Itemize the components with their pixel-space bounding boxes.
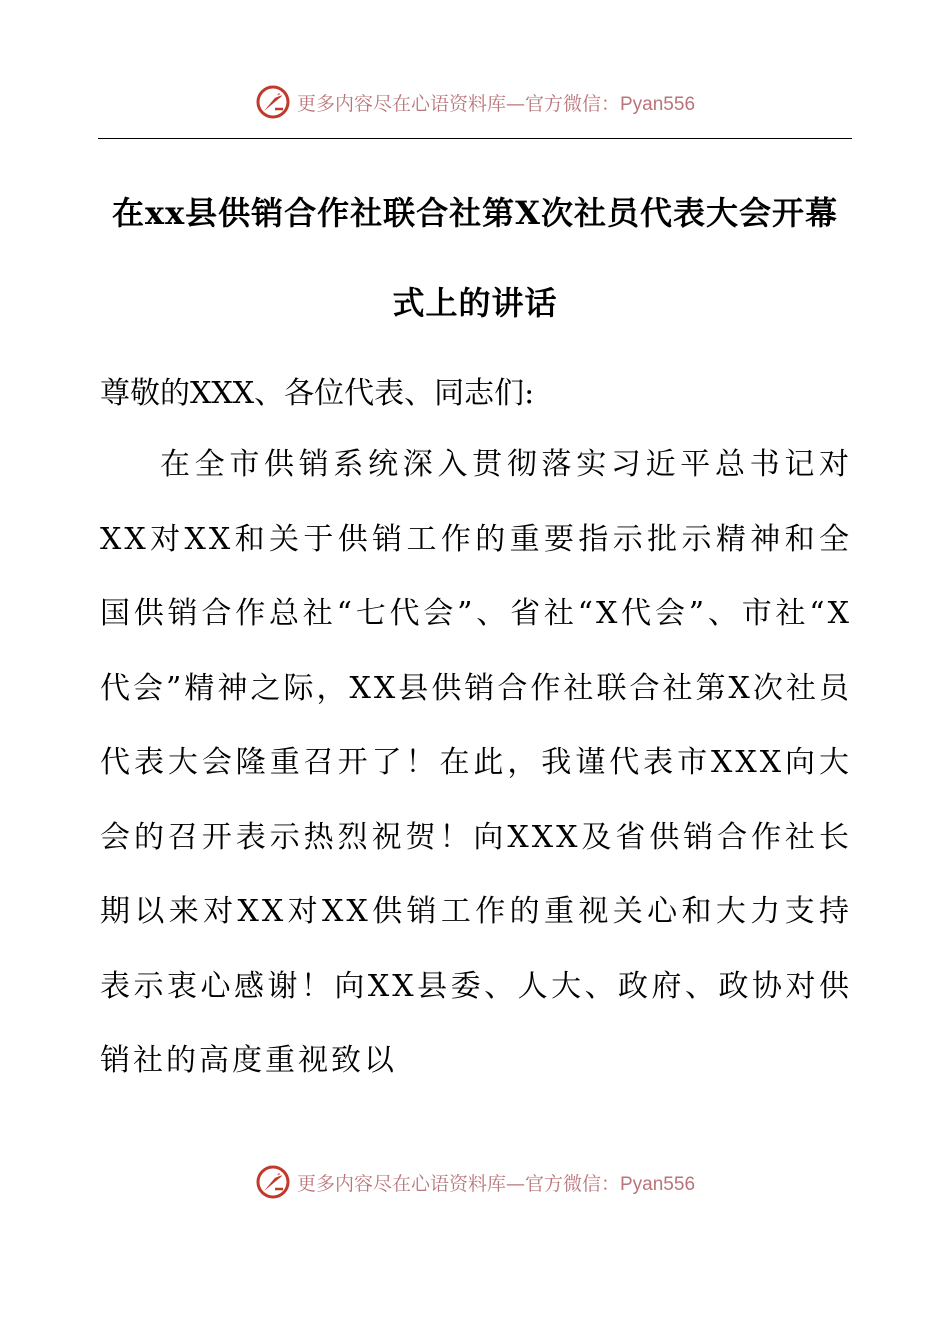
header-watermark <box>0 82 950 122</box>
quill-logo-icon <box>255 84 291 120</box>
quill-logo-icon <box>255 1164 291 1200</box>
footer-wechat-id: Pyan556 <box>620 1173 696 1195</box>
header-wechat-id: Pyan556 <box>620 93 696 115</box>
header-divider <box>98 138 852 139</box>
header-watermark-text: 更多内容尽在心语资料库—官方微信：Pyan556 <box>296 92 696 115</box>
footer-watermark <box>0 1162 950 1202</box>
body-paragraph: 在全市供销系统深入贯彻落实习近平总书记对XX对XX和关于供销工作的重要指示批示精神和全国供销合作总社“七代会”、省社“X代会”、市社“X代会”精神之际，XX县供销合作社联合社第X次社员代表大会隆重召开了！在此，我谨代表市XXX向大会的召开表示热烈祝贺！向XXX及省供销合作社长期以来对XX对XX供销工作的重视关心和大力支持表示衷心感谢！向XX县委、人大、政府、政协对供销社的高度重视致以 <box>100 447 852 1078</box>
salutation: 尊敬的XXX、各位代表、同志们: <box>100 376 535 411</box>
footer-watermark-text: 更多内容尽在心语资料库—官方微信：Pyan556 <box>296 1172 696 1195</box>
document-title: 在xx县供销合作社联合社第X次社员代表大会开幕式上的讲话 <box>112 194 838 322</box>
